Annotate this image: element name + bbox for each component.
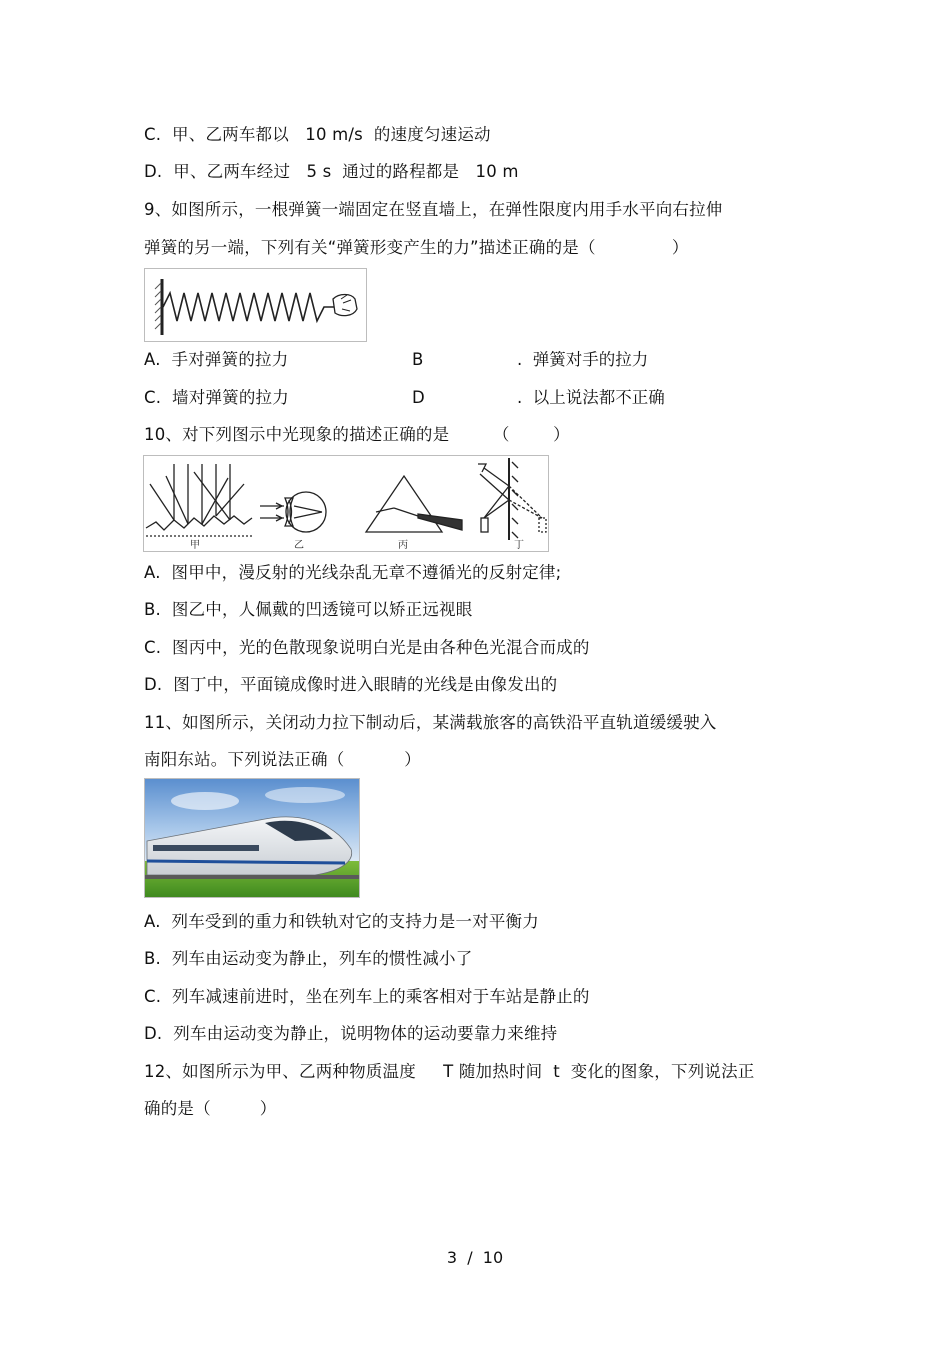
q8-option-c: C. 甲、乙两车都以 10 m/s 的速度匀速运动 xyxy=(144,125,491,144)
q9-option-b-text: . 弹簧对手的拉力 xyxy=(517,350,649,369)
q9-stem-line1: 9、如图所示，一根弹簧一端固定在竖直墙上，在弹性限度内用手水平向右拉伸 xyxy=(144,200,723,219)
q9-option-a: A. 手对弹簧的拉力 xyxy=(144,350,289,369)
caption-jia: 甲 xyxy=(190,540,200,551)
q11-option-a: A. 列车受到的重力和铁轨对它的支持力是一对平衡力 xyxy=(144,912,539,931)
q11-option-d: D. 列车由运动变为静止，说明物体的运动要靠力来维持 xyxy=(144,1024,558,1043)
caption-bing: 丙 xyxy=(398,540,408,551)
q11-stem-line2: 南阳东站。下列说法正确（ ） xyxy=(144,750,421,769)
light-phenomena-figure xyxy=(143,455,549,552)
q9-option-d-letter: D xyxy=(412,388,425,407)
q10-option-b: B. 图乙中，人佩戴的凹透镜可以矫正远视眼 xyxy=(144,600,473,619)
plane-mirror-diagram xyxy=(478,458,546,540)
caption-yi: 乙 xyxy=(294,540,304,551)
q10-stem: 10、对下列图示中光现象的描述正确的是 （ ） xyxy=(144,425,570,444)
q9-option-b-letter: B xyxy=(412,350,424,369)
diffuse-reflection-diagram xyxy=(146,464,252,536)
q8-option-d: D. 甲、乙两车经过 5 s 通过的路程都是 10 m xyxy=(144,162,519,181)
eye-lens-diagram xyxy=(260,492,326,532)
caption-ding: 丁 xyxy=(514,540,524,551)
q10-option-c: C. 图丙中，光的色散现象说明白光是由各种色光混合而成的 xyxy=(144,638,590,657)
q9-option-c: C. 墙对弹簧的拉力 xyxy=(144,388,289,407)
q11-option-c: C. 列车减速前进时，坐在列车上的乘客相对于车站是静止的 xyxy=(144,987,590,1006)
q10-option-a: A. 图甲中，漫反射的光线杂乱无章不遵循光的反射定律; xyxy=(144,563,562,582)
q12-stem-line1: 12、如图所示为甲、乙两种物质温度 T 随加热时间 t 变化的图象，下列说法正 xyxy=(144,1062,755,1081)
q11-option-b: B. 列车由运动变为静止，列车的惯性减小了 xyxy=(144,949,473,968)
q10-option-d: D. 图丁中，平面镜成像时进入眼睛的光线是由像发出的 xyxy=(144,675,558,694)
q9-option-d-text: . 以上说法都不正确 xyxy=(517,388,665,407)
high-speed-train-photo xyxy=(144,778,360,898)
page-number: 3 / 10 xyxy=(446,1248,504,1267)
q11-stem-line1: 11、如图所示，关闭动力拉下制动后，某满载旅客的高铁沿平直轨道缓缓驶入 xyxy=(144,713,717,732)
q9-stem-line2: 弹簧的另一端，下列有关“弹簧形变产生的力”描述正确的是（ ） xyxy=(144,238,689,257)
prism-dispersion-diagram xyxy=(366,476,462,532)
q12-stem-line2: 确的是（ ） xyxy=(144,1099,277,1118)
spring-figure xyxy=(144,268,367,342)
